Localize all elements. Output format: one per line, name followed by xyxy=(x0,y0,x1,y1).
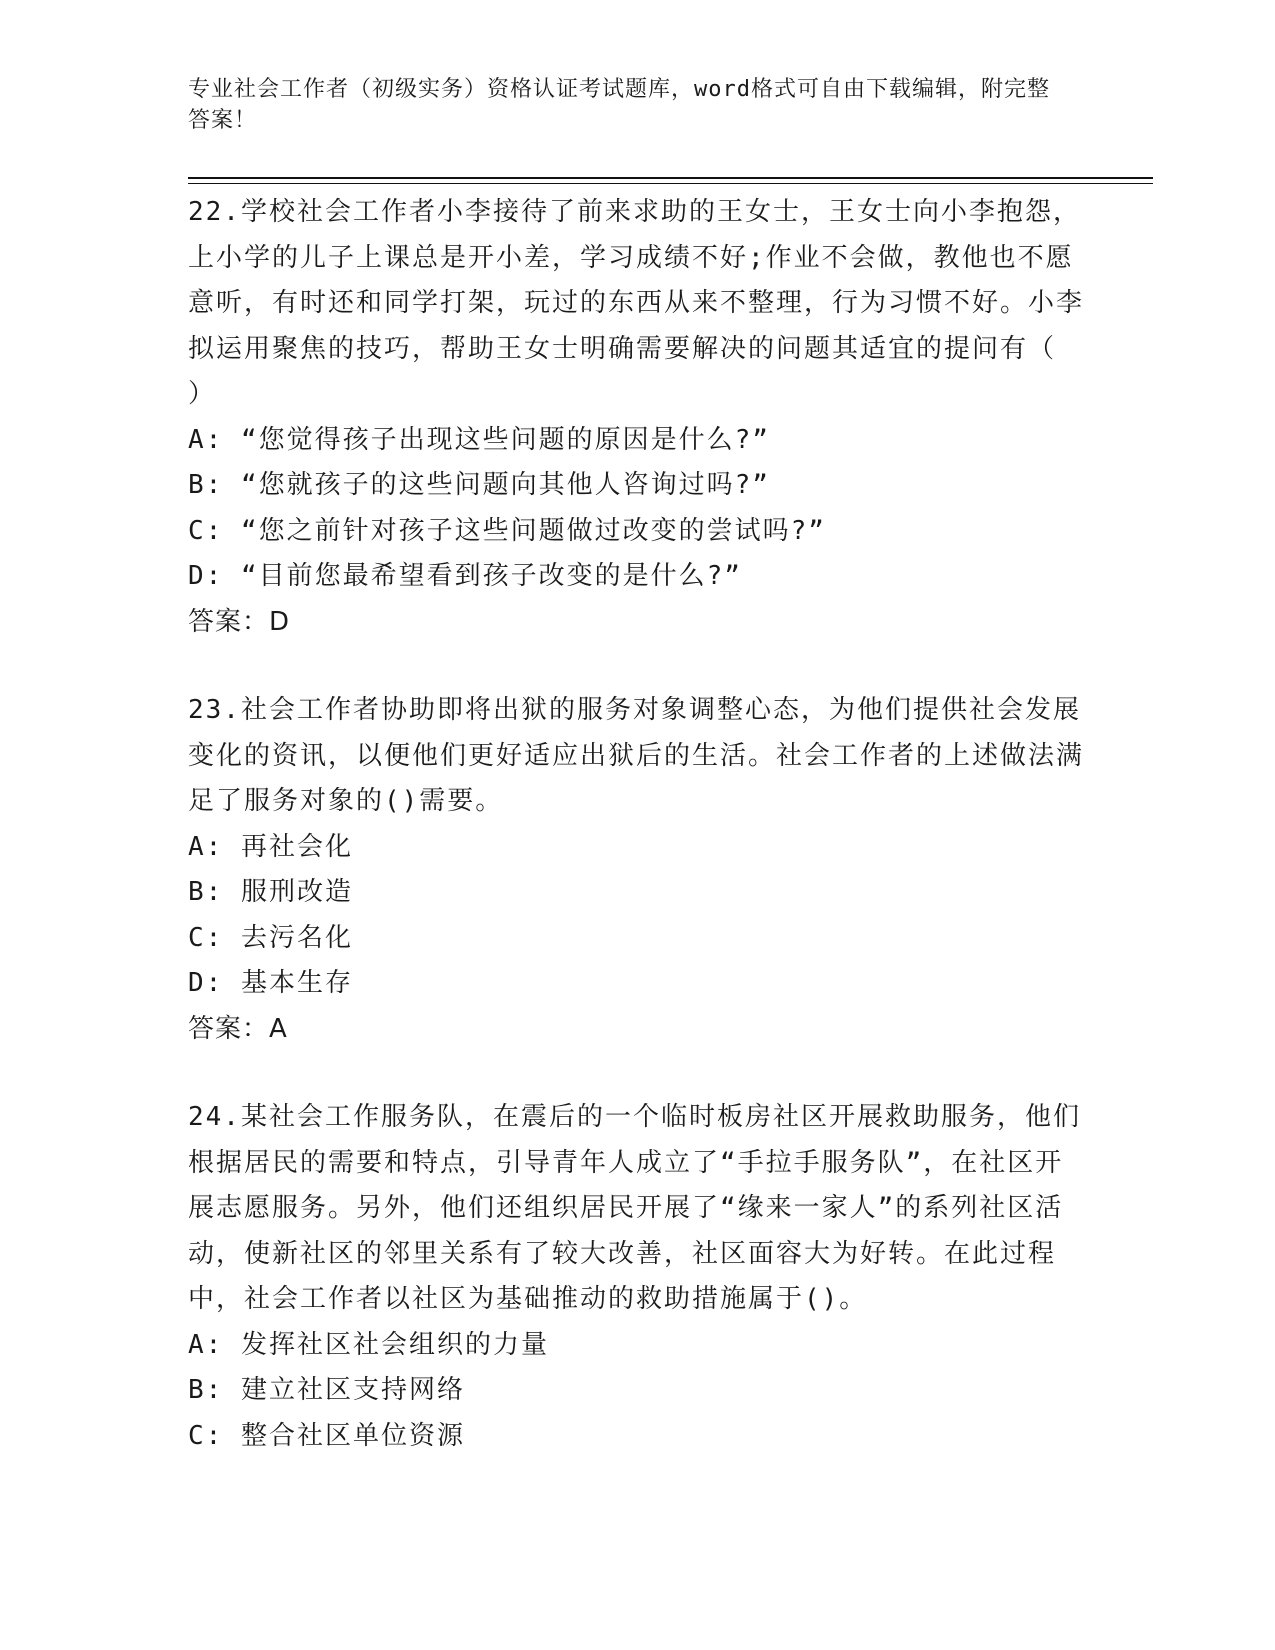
option-d: D: “目前您最希望看到孩子改变的是什么?” xyxy=(188,561,742,591)
question-stem: 23.社会工作者协助即将出狱的服务对象调整心态，为他们提供社会发展变化的资讯，以便他们更好适应出狱后的生活。社会工作者的上述做法满足了服务对象的()需要。 xyxy=(188,695,1085,816)
option-b: B: 建立社区支持网络 xyxy=(188,1375,465,1405)
question-23 xyxy=(188,688,1088,1052)
option-c: C: 整合社区单位资源 xyxy=(188,1420,465,1451)
option-a: A: 再社会化 xyxy=(188,831,353,862)
question-gap xyxy=(188,1052,1088,1095)
question-stem: 24.某社会工作服务队，在震后的一个临时板房社区开展救助服务，他们根据居民的需要和特点，引导青年人成立了“手拉手服务队”，在社区开展志愿服务。另外，他们还组织居民开展了“缘来一家人”的系列社区活动，使新社区的邻里关系有了较大改善，社区面容大为好转。在此过程中，社会工作者以社区为基础推动的救助措施属于()。 xyxy=(188,1102,1081,1314)
option-a: A: “您觉得孩子出现这些问题的原因是什么?” xyxy=(188,424,770,455)
question-list xyxy=(188,190,1088,1459)
option-c: C: 去污名化 xyxy=(188,922,353,953)
header-rule-thin xyxy=(188,183,1153,184)
option-a: A: 发挥社区社会组织的力量 xyxy=(188,1329,549,1360)
question-gap xyxy=(188,645,1088,688)
question-stem: 22.学校社会工作者小李接待了前来求助的王女士，王女士向小李抱怨，上小学的儿子上课总是开小差，学习成绩不好;作业不会做，教他也不愿意听，有时还和同学打架，玩过的东西从来不整理，行为习惯不好。小李拟运用聚焦的技巧，帮助王女士明确需要解决的问题其适宜的提问有（ ） xyxy=(188,197,1085,409)
option-d: D: 基本生存 xyxy=(188,968,353,998)
option-b: B: “您就孩子的这些问题向其他人咨询过吗?” xyxy=(188,470,770,500)
question-24 xyxy=(188,1095,1088,1459)
answer-line: 答案：A xyxy=(188,1013,288,1044)
option-b: B: 服刑改造 xyxy=(188,877,353,907)
option-c: C: “您之前针对孩子这些问题做过改变的尝试吗?” xyxy=(188,515,826,546)
page-header: 专业社会工作者（初级实务）资格认证考试题库，word格式可自由下载编辑，附完整答案！ xyxy=(188,77,1050,133)
answer-line: 答案：D xyxy=(188,606,291,637)
header-rule-thick xyxy=(188,177,1153,179)
question-22 xyxy=(188,190,1088,645)
